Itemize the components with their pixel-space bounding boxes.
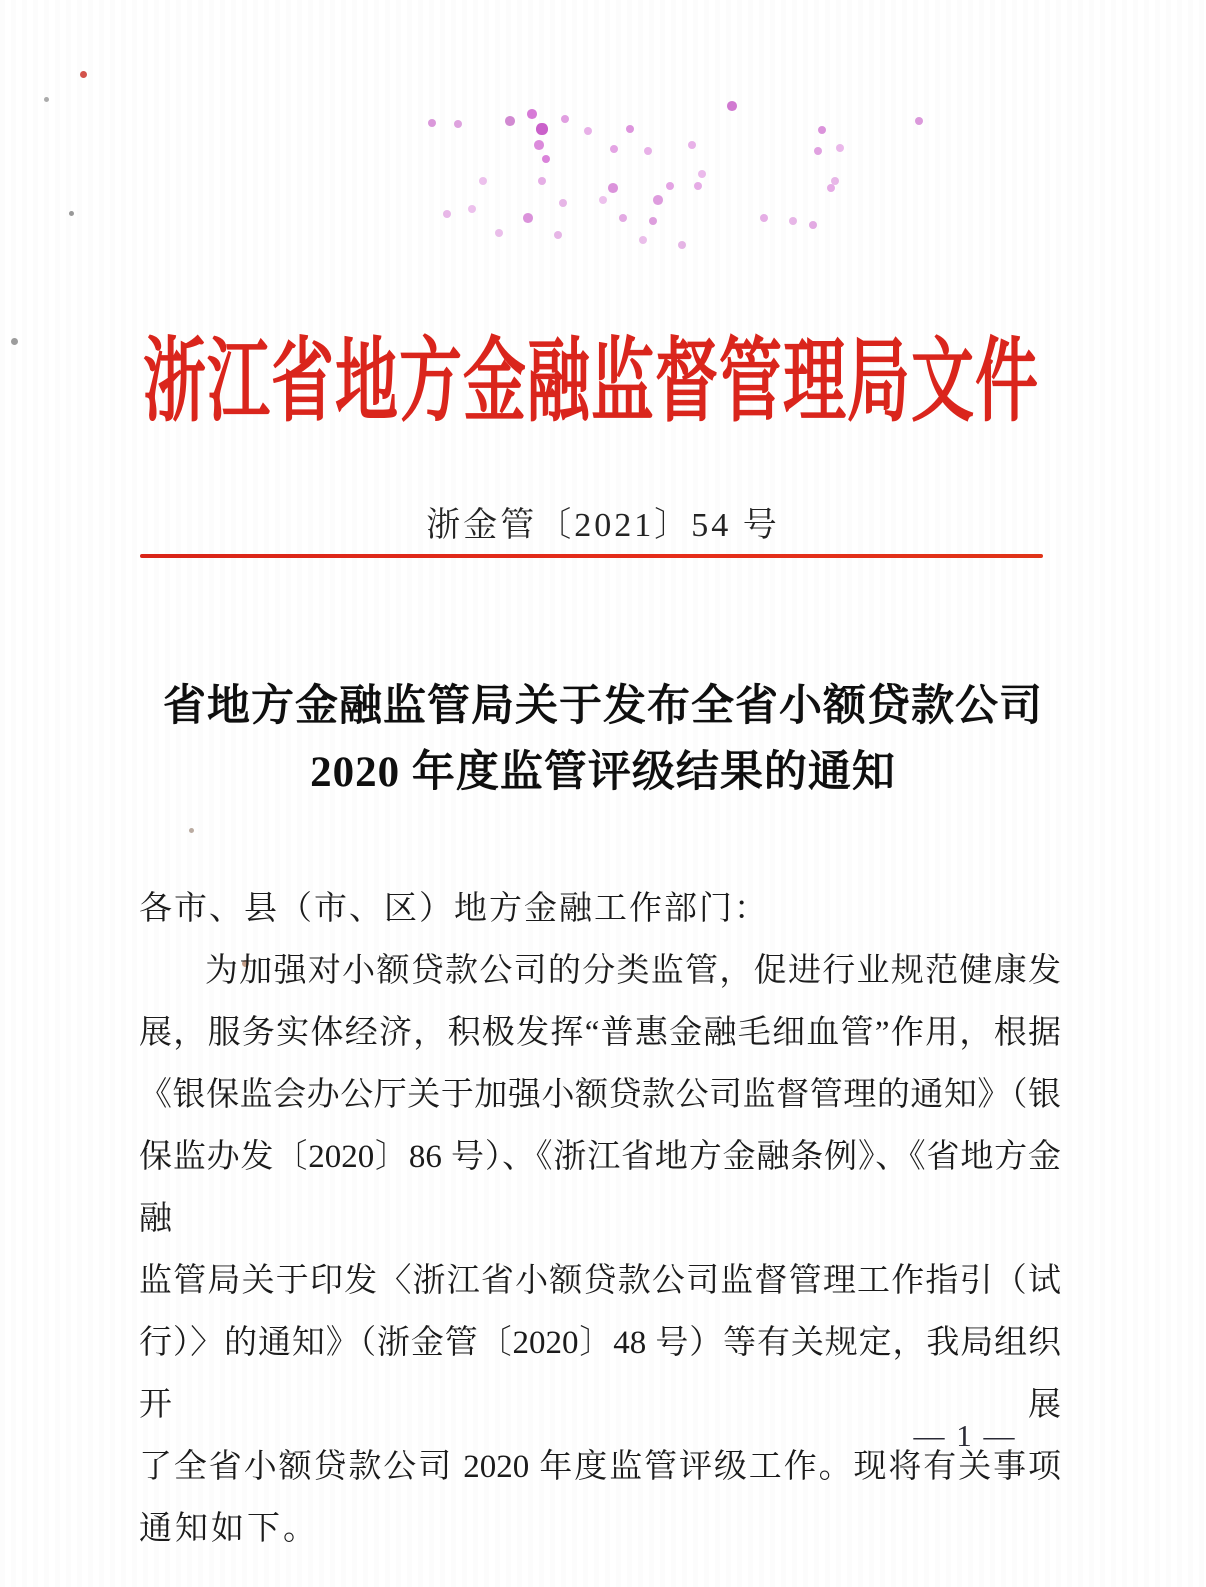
page-number: — 1 — — [913, 1418, 1017, 1453]
paragraph-line: 行）〉的通知》（浙金管〔2020〕48 号）等有关规定，我局组织开展 — [139, 1325, 1061, 1423]
paragraph-line: 为加强对小额贷款公司的分类监管，促进行业规范健康发 — [205, 953, 1061, 989]
paragraph-line: 《银保监会办公厅关于加强小额贷款公司监督管理的通知》（银 — [139, 1077, 1061, 1113]
paragraph-line: 展，服务实体经济，积极发挥“普惠金融毛细血管”作用，根据 — [139, 1015, 1061, 1051]
document-title-line-1: 省地方金融监管局关于发布全省小额贷款公司 — [163, 683, 1043, 730]
document-title-line-2: 2020 年度监管评级结果的通知 — [310, 749, 896, 796]
agency-letterhead-title: 浙江省地方金融监督管理局文件 — [143, 331, 1038, 433]
scan-speck-artifact — [0, 0, 3, 3]
document-title — [0, 674, 1206, 806]
paragraph-line: 了全省小额贷款公司 2020 年度监管评级工作。现将有关事项 — [139, 1449, 1061, 1485]
document-number: 浙金管〔2021〕54 号 — [426, 507, 780, 544]
paragraph-line: 通知如下。 — [139, 1511, 319, 1547]
red-divider-rule — [140, 554, 1043, 558]
body-paragraph — [139, 940, 1061, 1560]
paragraph-line: 保监办发〔2020〕86 号）、《浙江省地方金融条例》、《省地方金融 — [139, 1139, 1061, 1237]
document-body — [139, 878, 1061, 1560]
paragraph-line: 监管局关于印发〈浙江省小额贷款公司监督管理工作指引（试 — [139, 1263, 1061, 1299]
salutation: 各市、县（市、区）地方金融工作部门： — [139, 891, 769, 927]
